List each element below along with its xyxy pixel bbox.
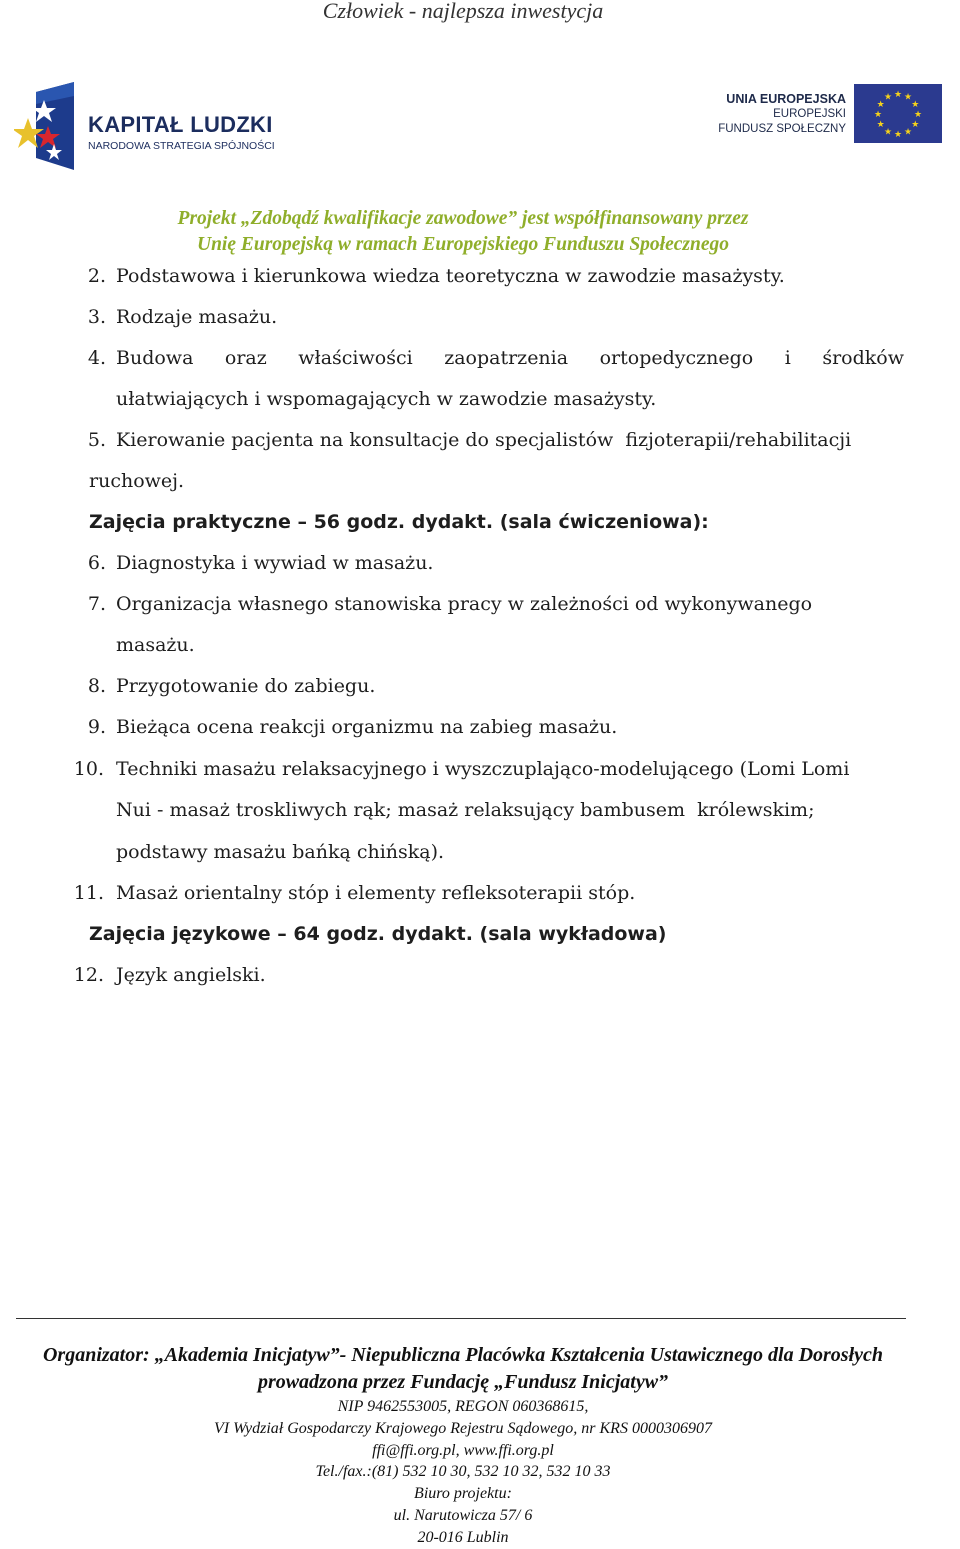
item-text-line: Nui - masaż troskliwych rąk; masaż relaksujący bambusem królewskim; — [116, 799, 815, 821]
item-text: Język angielski. — [116, 964, 266, 986]
footer-nip-regon: NIP 9462553005, REGON 060368615, — [337, 1398, 589, 1415]
eu-logo-line2: EUROPEJSKI — [773, 108, 846, 120]
svg-text:★: ★ — [911, 100, 920, 110]
eu-logo — [716, 84, 944, 146]
eu-logo-line3: FUNDUSZ SPOŁECZNY — [718, 123, 846, 135]
kapital-ludzki-star-icon — [14, 82, 78, 174]
footer-organizer-line: Organizator: „Akademia Inicjatyw”- Niepubliczna Placówka Kształcenia Ustawicznego dla Dorosłych — [42, 1344, 884, 1366]
kapital-ludzki-name: KAPITAŁ LUDZKI — [88, 112, 273, 137]
item-text-line: Organizacja własnego stanowiska pracy w zależności od wykonywanego — [116, 593, 813, 615]
svg-text:★: ★ — [911, 120, 920, 130]
item-text-line: Kierowanie pacjenta na konsultacje do specjalistów fizjoterapii/rehabilitacji — [116, 429, 852, 451]
svg-text:★: ★ — [876, 120, 885, 130]
kapital-ludzki-logo — [14, 82, 284, 174]
item-number: 4. — [87, 347, 106, 369]
svg-text:★: ★ — [893, 130, 903, 140]
svg-text:★: ★ — [883, 127, 893, 138]
item-text-line: Budowa oraz właściwości zaopatrzenia ortopedycznego i środków — [116, 347, 904, 369]
project-line-1: Projekt „Zdobądź kwalifikacje zawodowe” jest współfinansowany przez — [177, 208, 749, 229]
footer-city: 20-016 Lublin — [417, 1528, 509, 1546]
footer-phone: Tel./fax.:(81) 532 10 30, 532 10 32, 532 10 33 — [315, 1463, 611, 1481]
item-number: 12. — [73, 964, 104, 986]
footer-street: ul. Narutowicza 57/ 6 — [393, 1506, 533, 1524]
item-text-line: ruchowej. — [89, 470, 185, 492]
item-text: Masaż orientalny stóp i elementy refleksoterapii stóp. — [116, 882, 636, 904]
item-number: 5. — [87, 429, 106, 451]
item-text: Podstawowa i kierunkowa wiedza teoretyczna w zawodzie masażysty. — [116, 265, 785, 287]
eu-logo-line1: UNIA EUROPEJSKA — [726, 92, 846, 106]
item-number: 3. — [87, 306, 106, 328]
item-number: 7. — [87, 593, 106, 615]
footer-email-web: ffi@ffi.org.pl, www.ffi.org.pl — [372, 1441, 554, 1459]
eu-flag-icon — [854, 84, 942, 143]
kapital-ludzki-subtitle: NARODOWA STRATEGIA SPÓJNOŚCI — [88, 140, 275, 152]
header-motto: Człowiek - najlepsza inwestycja — [322, 0, 604, 23]
item-number: 11. — [73, 882, 104, 904]
item-number: 6. — [87, 552, 106, 574]
footer-office-label: Biuro projektu: — [414, 1485, 512, 1503]
item-number: 10. — [73, 758, 104, 780]
footer-foundation-line: prowadzona przez Fundację „Fundusz Inicjatyw” — [257, 1371, 669, 1393]
project-line-2: Unię Europejską w ramach Europejskiego Funduszu Społecznego — [196, 234, 729, 255]
item-number: 9. — [87, 716, 106, 738]
svg-text:★: ★ — [903, 127, 913, 138]
section-heading-practical: Zajęcia praktyczne – 56 godz. dydakt. (sala ćwiczeniowa): — [89, 511, 709, 533]
item-text-line: Techniki masażu relaksacyjnego i wyszczuplająco-modelującego (Lomi Lomi — [116, 758, 850, 780]
project-cofinancing-note — [0, 206, 926, 258]
item-text: Przygotowanie do zabiegu. — [116, 675, 376, 697]
item-text: Bieżąca ocena reakcji organizmu na zabieg masażu. — [116, 716, 618, 738]
item-number: 8. — [87, 675, 106, 697]
item-text-line: masażu. — [116, 634, 195, 656]
svg-text:★: ★ — [883, 92, 893, 103]
item-text: Rodzaje masażu. — [116, 306, 278, 328]
item-text-line: ułatwiających i wspomagających w zawodzie masażysty. — [116, 388, 657, 410]
item-text-line: podstawy masażu bańką chińską). — [116, 841, 445, 863]
svg-text:★: ★ — [873, 110, 883, 120]
footer-organizer — [0, 1342, 926, 1549]
item-text: Diagnostyka i wywiad w masażu. — [116, 552, 434, 574]
section-heading-language: Zajęcia językowe – 64 godz. dydakt. (sala wykładowa) — [89, 923, 667, 945]
svg-text:★: ★ — [876, 100, 885, 110]
footer-divider — [16, 1318, 906, 1319]
item-number: 2. — [87, 265, 106, 287]
svg-text:★: ★ — [913, 110, 923, 120]
footer-krs: VI Wydział Gospodarczy Krajowego Rejestru Sądowego, nr KRS 0000306907 — [214, 1419, 712, 1437]
svg-text:★: ★ — [903, 92, 913, 103]
eu-logo-text — [718, 92, 846, 137]
svg-text:★: ★ — [893, 90, 903, 100]
